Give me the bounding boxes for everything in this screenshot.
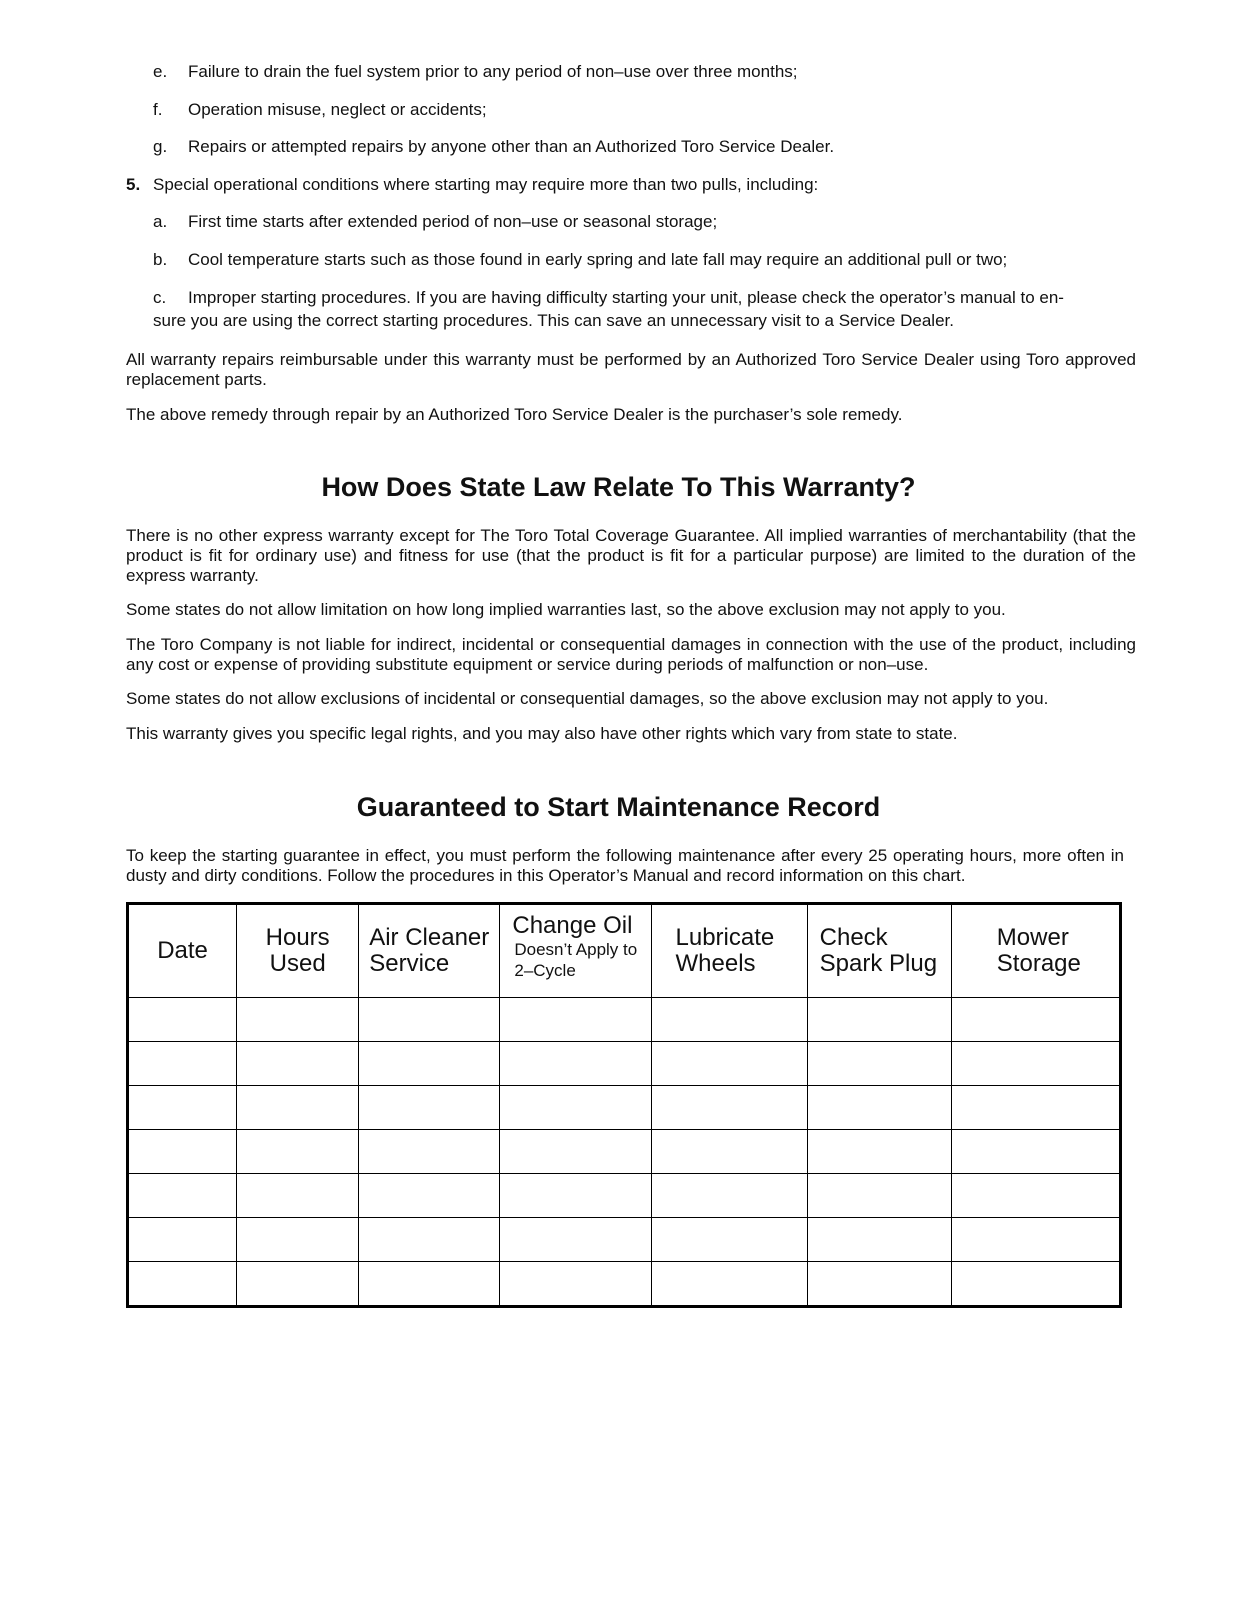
table-cell[interactable] — [237, 1086, 359, 1130]
table-cell[interactable] — [500, 1130, 651, 1174]
column-spark-label-1: Check — [819, 924, 888, 951]
table-cell[interactable] — [500, 998, 651, 1042]
table-cell[interactable] — [359, 998, 500, 1042]
column-oil-note-1: Doesn’t Apply to — [514, 940, 638, 959]
sub-item-c-line1: Improper starting procedures. If you are having difficulty starting your unit, please check the operator’s manual to en- — [188, 288, 1064, 307]
warranty-repairs-paragraph: All warranty repairs reimbursable under this warranty must be performed by an Authorized Toro Service Dealer using Toro approved replacement parts. — [126, 350, 1136, 389]
table-cell[interactable] — [951, 1086, 1120, 1130]
column-hours-used — [237, 904, 359, 998]
table-cell[interactable] — [651, 1174, 807, 1218]
table-cell[interactable] — [359, 1042, 500, 1086]
list-letter-f: f. — [153, 100, 163, 119]
column-hours-label-1: Hours — [265, 924, 330, 951]
table-cell[interactable] — [237, 1174, 359, 1218]
table-cell[interactable] — [237, 1218, 359, 1262]
maintenance-intro: To keep the starting guarantee in effect, you must perform the following maintenance after every 25 operating hours, more often in dusty and dirty conditions. Follow the procedures in this Operator’s Manual and record information on this chart. — [126, 846, 1124, 885]
table-row — [128, 1218, 1121, 1262]
sub-item-c-line2: sure you are using the correct starting procedures. This can save an unnecessary visit to a Service Dealer. — [153, 311, 954, 330]
table-cell[interactable] — [500, 1218, 651, 1262]
column-storage-label-1: Mower — [996, 924, 1069, 951]
table-cell[interactable] — [651, 998, 807, 1042]
column-date — [128, 904, 237, 998]
sole-remedy-paragraph: The above remedy through repair by an Authorized Toro Service Dealer is the purchaser’s sole remedy. — [126, 405, 903, 424]
table-cell[interactable] — [651, 1218, 807, 1262]
sub-item-b: Cool temperature starts such as those found in early spring and late fall may require an additional pull or two; — [188, 250, 1008, 269]
table-cell[interactable] — [128, 1262, 237, 1307]
state-law-heading: How Does State Law Relate To This Warranty? — [321, 472, 916, 502]
table-cell[interactable] — [237, 998, 359, 1042]
table-cell[interactable] — [651, 1130, 807, 1174]
table-cell[interactable] — [500, 1042, 651, 1086]
list-item-f: Operation misuse, neglect or accidents; — [188, 100, 487, 119]
column-air-label-1: Air Cleaner — [369, 924, 490, 951]
table-header-row — [128, 904, 1121, 998]
table-cell[interactable] — [951, 1042, 1120, 1086]
item-5-text: Special operational conditions where starting may require more than two pulls, including: — [153, 175, 819, 194]
sub-item-a: First time starts after extended period of non–use or seasonal storage; — [188, 212, 718, 231]
column-air-label-2: Service — [369, 950, 450, 977]
table-row — [128, 998, 1121, 1042]
sub-letter-a: a. — [153, 212, 168, 231]
state-law-paragraph-4: Some states do not allow exclusions of incidental or consequential damages, so the above exclusion may not apply to you. — [126, 689, 1049, 708]
state-law-paragraph-3: The Toro Company is not liable for indirect, incidental or consequential damages in connection with the use of the product, including any cost or expense of providing substitute equipment or service during periods of malfunction or non–use. — [126, 635, 1136, 674]
table-cell[interactable] — [359, 1086, 500, 1130]
column-date-label: Date — [157, 937, 208, 964]
table-cell[interactable] — [359, 1130, 500, 1174]
table-cell[interactable] — [237, 1262, 359, 1307]
table-cell[interactable] — [951, 1218, 1120, 1262]
column-storage-label-2: Storage — [996, 950, 1081, 977]
state-law-paragraph-5: This warranty gives you specific legal rights, and you may also have other rights which vary from state to state. — [126, 724, 958, 743]
column-spark-label-2: Spark Plug — [819, 950, 938, 977]
table-cell[interactable] — [651, 1042, 807, 1086]
column-change-oil — [500, 904, 651, 998]
table-row — [128, 1086, 1121, 1130]
table-cell[interactable] — [359, 1218, 500, 1262]
list-item-g: Repairs or attempted repairs by anyone other than an Authorized Toro Service Dealer. — [188, 137, 835, 156]
table-cell[interactable] — [359, 1262, 500, 1307]
table-cell[interactable] — [128, 1218, 237, 1262]
list-letter-g: g. — [153, 137, 168, 156]
table-cell[interactable] — [359, 1174, 500, 1218]
table-cell[interactable] — [951, 1262, 1120, 1307]
table-cell[interactable] — [807, 1130, 951, 1174]
table-cell[interactable] — [651, 1086, 807, 1130]
table-cell[interactable] — [500, 1262, 651, 1307]
table-cell[interactable] — [651, 1262, 807, 1307]
table-cell[interactable] — [237, 1042, 359, 1086]
column-lubricate-wheels — [651, 904, 807, 998]
column-lube-label-2: Wheels — [675, 950, 756, 977]
column-oil-label: Change Oil — [512, 912, 633, 939]
item-number-5: 5. — [126, 175, 141, 194]
list-letter-e: e. — [153, 62, 168, 81]
table-cell[interactable] — [807, 1086, 951, 1130]
table-cell[interactable] — [128, 1130, 237, 1174]
table-row — [128, 1174, 1121, 1218]
table-cell[interactable] — [951, 1174, 1120, 1218]
table-cell[interactable] — [807, 1262, 951, 1307]
table-cell[interactable] — [237, 1130, 359, 1174]
state-law-paragraph-1: There is no other express warranty except for The Toro Total Coverage Guarantee. All implied warranties of merchantability (that the product is fit for ordinary use) and fitness for use (that the product is fit for a particular purpose) are limited to the duration of the express warranty. — [126, 526, 1136, 585]
table-row — [128, 1042, 1121, 1086]
column-lube-label-1: Lubricate — [675, 924, 775, 951]
table-cell[interactable] — [807, 1174, 951, 1218]
table-cell[interactable] — [951, 998, 1120, 1042]
table-cell[interactable] — [500, 1174, 651, 1218]
state-law-paragraph-2: Some states do not allow limitation on how long implied warranties last, so the above exclusion may not apply to you. — [126, 600, 1006, 619]
column-mower-storage — [951, 904, 1120, 998]
table-row — [128, 1130, 1121, 1174]
table-cell[interactable] — [500, 1086, 651, 1130]
table-cell[interactable] — [128, 998, 237, 1042]
column-hours-label-2: Used — [269, 950, 326, 977]
table-cell[interactable] — [951, 1130, 1120, 1174]
table-row — [128, 1262, 1121, 1307]
sub-letter-c: c. — [153, 288, 167, 307]
column-check-spark-plug — [807, 904, 951, 998]
table-cell[interactable] — [128, 1174, 237, 1218]
table-cell[interactable] — [128, 1086, 237, 1130]
list-item-e: Failure to drain the fuel system prior to any period of non–use over three months; — [188, 62, 798, 81]
column-oil-note-2: 2–Cycle — [514, 961, 576, 980]
table-cell[interactable] — [128, 1042, 237, 1086]
maintenance-heading: Guaranteed to Start Maintenance Record — [356, 792, 881, 822]
sub-letter-b: b. — [153, 250, 168, 269]
column-air-cleaner — [359, 904, 500, 998]
table-cell[interactable] — [807, 1042, 951, 1086]
table-cell[interactable] — [807, 998, 951, 1042]
maintenance-record-table — [126, 902, 1122, 1308]
table-cell[interactable] — [807, 1218, 951, 1262]
